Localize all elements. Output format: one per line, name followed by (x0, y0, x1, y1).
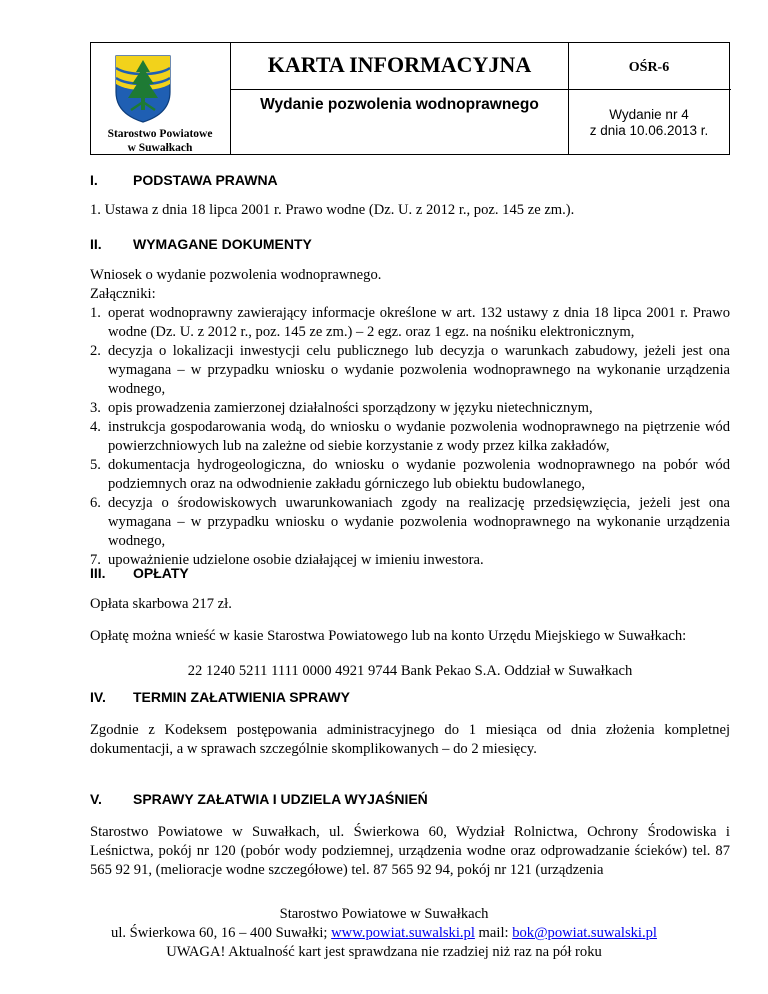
edition-info: Wydanie nr 4 z dnia 10.06.2013 r. (589, 107, 709, 138)
list-item: 1. operat wodnoprawny zawierający informacje określone w art. 132 ustawy z dnia 18 lipca 2001 r. Prawo wodne (Dz. U. z 2012 r., poz. 145 ze zm.) – 2 egz. oraz 1 egz. na nośniku elektronicznym, (90, 305, 730, 340)
document-title: KARTA INFORMACYJNA (267, 52, 532, 77)
list-item: 5. dokumentacja hydrogeologiczna, do wniosku o wydanie pozwolenia wodnoprawnego na pobór wód podziemnych oraz na odwodnienie zakładu górniczego lub obiektu budowlanego, (90, 457, 730, 492)
documents-intro: Wniosek o wydanie pozwolenia wodnoprawnego. (90, 267, 382, 283)
list-item: 4. instrukcja gospodarowania wodą, do wniosku o wydanie pozwolenia wodnoprawnego na piętrzenie wód powierzchniowych lub na zależne od siebie korzystanie z wody przez kilka zakładów, (90, 419, 730, 454)
document-page: Starostwo Powiatowe w Suwałkach KARTA INFORMACYJNA OŚR-6 Wydanie pozwolenia wodnoprawnego Wydanie nr 4 z dnia 10.06.2013 r. I. PODSTAWA PRAWNA 1. Ustawa z dnia 18 lipca 2001 r. Prawo wodne (Dz. U. z 2012 r., poz. 145 ze zm.). II. WYMAGANE DOKUMENTY Wniosek o wydanie pozwolenia wodnoprawnego. Załączniki: 1. operat wodnoprawny zawierający informacje określone w art. 132 ustawy z dnia 18 lipca 2001 r. Prawo wodne (Dz. U. z 2012 r., poz. 145 ze zm.) – 2 egz. oraz 1 egz. na nośniku elektronicznym, 2. decyzja o lokalizacji inwestycji celu publicznego lub decyzja o warunkach zabudowy, jeżeli jest ona wymagana – w przypadku wniosku o wydanie pozwolenia wodnoprawnego na wykonanie urządzenia wodnego, 3. opis prowadzenia zamierzonej działalności sporządzony w języku nietechnicznym, 4. instrukcja gospodarowania wodą, do wniosku o wydanie pozwolenia wodnoprawnego na piętrzenie wód powierzchniowych lub na zależne od siebie korzystanie z wody przez kilka zakładów, 5. dokumentacja hydrogeologiczna, do wniosku o wydanie pozwolenia wodnoprawnego na pobór wód podziemnych oraz na odwodnienie zakładu górniczego lub obiektu budowlanego, 6. decyzja o środowiskowych uwarunkowaniach zgody na realizację przedsięwzięcia, jeżeli jest ona wymagana – w przypadku wniosku o wydanie pozwolenia wodnoprawnego na wykonanie urządzenia wodnego, 7. upoważnienie udzielone osobie działającej w imieniu inwestora. III. OPŁATY Opłata skarbowa 217 zł. Opłatę można wnieść w kasie Starostwa Powiatowego lub na konto Urzędu Miejskiego w Suwałkach: 22 1240 5211 1111 0000 4921 9744 Bank Pekao S.A. Oddział w Suwałkach IV. TERMIN ZAŁATWIENIA SPRAWY Zgodnie z Kodeksem postępowania administracyjnego do 1 miesiąca od dnia złożenia kompletnej dokumentacji, a w sprawach szczególnie skomplikowanych – do 2 miesięcy. V. SPRAWY ZAŁATWIA I UDZIELA WYJAŚNIEŃ Starostwo Powiatowe w Suwałkach, ul. Świerkowa 60, Wydział Rolnictwa, Ochrony Środowiska i Leśnictwa, pokój nr 120 (pobór wody podziemnej, urządzenia wodne oraz odprowadzanie ścieków) tel. 87 565 92 91, (melioracje wodne szczegółowe) tel. 87 565 92 94, pokój nr 121 (urządzenia Starostwo Powiatowe w Suwałkach ul. Świerkowa 60, 16 – 400 Suwałki; www.powiat.suwalski.pl mail: bok@powiat.suwalski.pl UWAGA! Aktualność kart jest sprawdzana nie rzadziej niż raz na pół roku (0, 0, 768, 994)
list-item: 3. opis prowadzenia zamierzonej działalności sporządzony w języku nietechnicznym, (90, 400, 593, 416)
document-code: OŚR-6 (628, 60, 670, 75)
payment-info-text: Opłatę można wnieść w kasie Starostwa Powiatowego lub na konto Urzędu Miejskiego w Suwałkach: (90, 628, 687, 644)
stamp-fee-text: Opłata skarbowa 217 zł. (90, 596, 232, 612)
deadline-text: Zgodnie z Kodeksem postępowania administracyjnego do 1 miesiąca od dnia złożenia kompletnej dokumentacji, a w sprawach szczególnie skomplikowanych – do 2 miesięcy. (90, 722, 730, 757)
footer-note: UWAGA! Aktualność kart jest sprawdzana nie rzadziej niż raz na pół roku (166, 944, 602, 960)
page-footer (0, 905, 768, 962)
contact-text: Starostwo Powiatowe w Suwałkach, ul. Świerkowa 60, Wydział Rolnictwa, Ochrony Środowiska i Leśnictwa, pokój nr 120 (pobór wody podziemnej, urządzenia wodne oraz odprowadzanie ścieków) tel. 87 565 92 91, (melioracje wodne szczegółowe) tel. 87 565 92 94, pokój nr 121 (urządzenia (90, 824, 730, 878)
attachments-label: Załączniki: (90, 286, 156, 302)
list-item: 7. upoważnienie udzielone osobie działającej w imieniu inwestora. (90, 552, 484, 568)
list-item: 6. decyzja o środowiskowych uwarunkowaniach zgody na realizację przedsięwzięcia, jeżeli jest ona wymagana – w przypadku wniosku o wydanie pozwolenia wodnoprawnego na wykonanie urządzenia wodnego, (90, 495, 730, 549)
website-link[interactable]: www.powiat.suwalski.pl (331, 925, 475, 941)
bank-account-text: 22 1240 5211 1111 0000 4921 9744 Bank Pekao S.A. Oddział w Suwałkach (187, 663, 633, 679)
document-subtitle: Wydanie pozwolenia wodnoprawnego (260, 96, 539, 113)
footer-office: Starostwo Powiatowe w Suwałkach (279, 906, 489, 922)
office-label: Starostwo Powiatowe w Suwałkach (107, 128, 213, 154)
list-item: 2. decyzja o lokalizacji inwestycji celu publicznego lub decyzja o warunkach zabudowy, jeżeli jest ona wymagana – w przypadku wniosku o wydanie pozwolenia wodnoprawnego na wykonanie urządzenia wodnego, (90, 343, 730, 397)
legal-basis-text: 1. Ustawa z dnia 18 lipca 2001 r. Prawo wodne (Dz. U. z 2012 r., poz. 145 ze zm.). (90, 202, 575, 218)
email-link[interactable]: bok@powiat.suwalski.pl (512, 925, 657, 941)
attachments-list (90, 304, 730, 570)
coat-of-arms-icon (114, 54, 172, 124)
footer-address: ul. Świerkowa 60, 16 – 400 Suwałki; www.powiat.suwalski.pl mail: bok@powiat.suwalski.pl (111, 925, 657, 941)
